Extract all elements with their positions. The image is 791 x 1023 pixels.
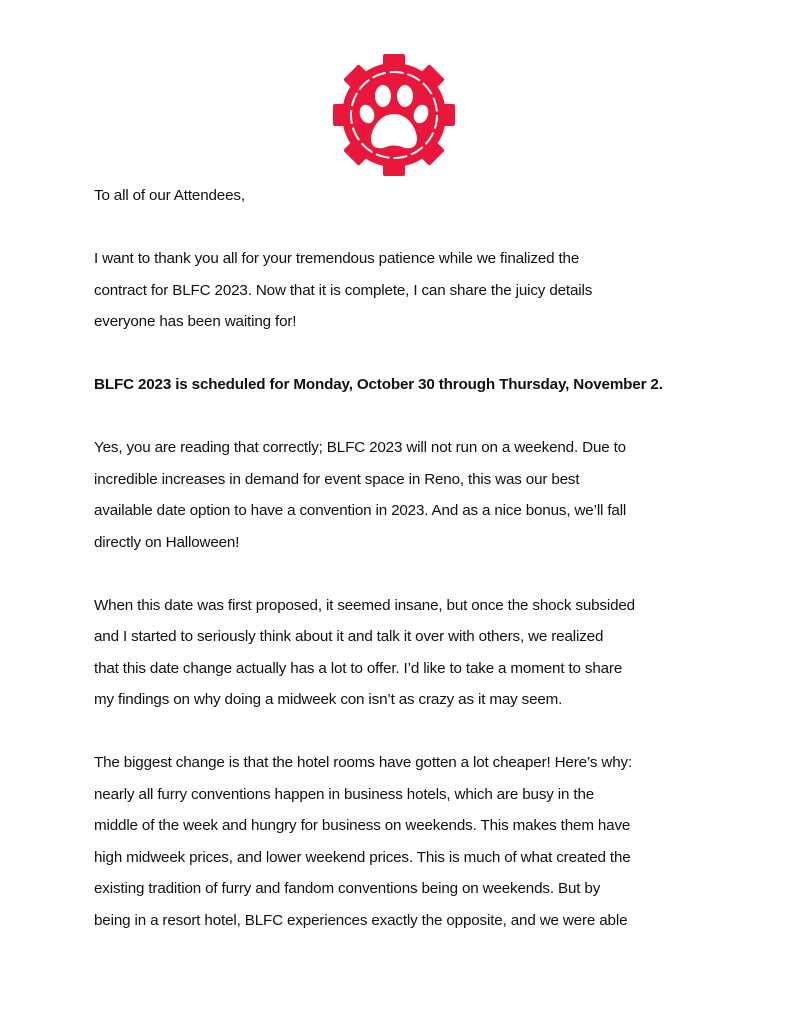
blank-line xyxy=(94,558,734,590)
letter-body xyxy=(94,180,734,936)
event-dates-announcement: BLFC 2023 is scheduled for Monday, October 30 through Thursday, November 2. xyxy=(94,376,663,393)
paragraph-dates xyxy=(94,369,734,401)
text-line: directly on Halloween! xyxy=(94,533,240,551)
paw-gear-logo xyxy=(331,52,457,178)
text-line: nearly all furry conventions happen in business hotels, which are busy in the xyxy=(94,785,595,803)
text-line: The biggest change is that the hotel rooms have gotten a lot cheaper! Here’s why: xyxy=(94,754,633,771)
text-line: I want to thank you all for your tremendous patience while we finalized the xyxy=(94,250,580,267)
text-line: being in a resort hotel, BLFC experiences exactly the opposite, and we were able xyxy=(94,911,628,929)
blank-line xyxy=(94,212,734,244)
greeting: To all of our Attendees, xyxy=(94,187,245,204)
text-line: incredible increases in demand for event space in Reno, this was our best xyxy=(94,470,580,488)
text-line: my findings on why doing a midweek con isn’t as crazy as it may seem. xyxy=(94,691,563,708)
text-line: When this date was first proposed, it seemed insane, but once the shock subsided xyxy=(94,596,635,614)
text-line: and I started to seriously think about it and talk it over with others, we realized xyxy=(94,628,604,645)
paragraph-proposal xyxy=(94,590,734,716)
text-line: that this date change actually has a lot to offer. I’d like to take a moment to share xyxy=(94,659,623,677)
blank-line xyxy=(94,338,734,370)
paragraph-thanks xyxy=(94,243,734,338)
text-line: contract for BLFC 2023. Now that it is complete, I can share the juicy details xyxy=(94,281,593,299)
paw-icon xyxy=(331,52,457,178)
text-line: available date option to have a convention in 2023. And as a nice bonus, we’ll fall xyxy=(94,502,627,519)
text-line: existing tradition of furry and fandom conventions being on weekends. But by xyxy=(94,880,601,897)
blank-line xyxy=(94,401,734,433)
paragraph-weekday xyxy=(94,432,734,558)
text-line: Yes, you are reading that correctly; BLFC 2023 will not run on a weekend. Due to xyxy=(94,439,626,456)
paragraph-hotel-prices xyxy=(94,747,734,936)
blank-line xyxy=(94,716,734,748)
text-line: high midweek prices, and lower weekend prices. This is much of what created the xyxy=(94,848,631,866)
text-line: middle of the week and hungry for business on weekends. This makes them have xyxy=(94,817,631,834)
text-line: everyone has been waiting for! xyxy=(94,313,297,330)
